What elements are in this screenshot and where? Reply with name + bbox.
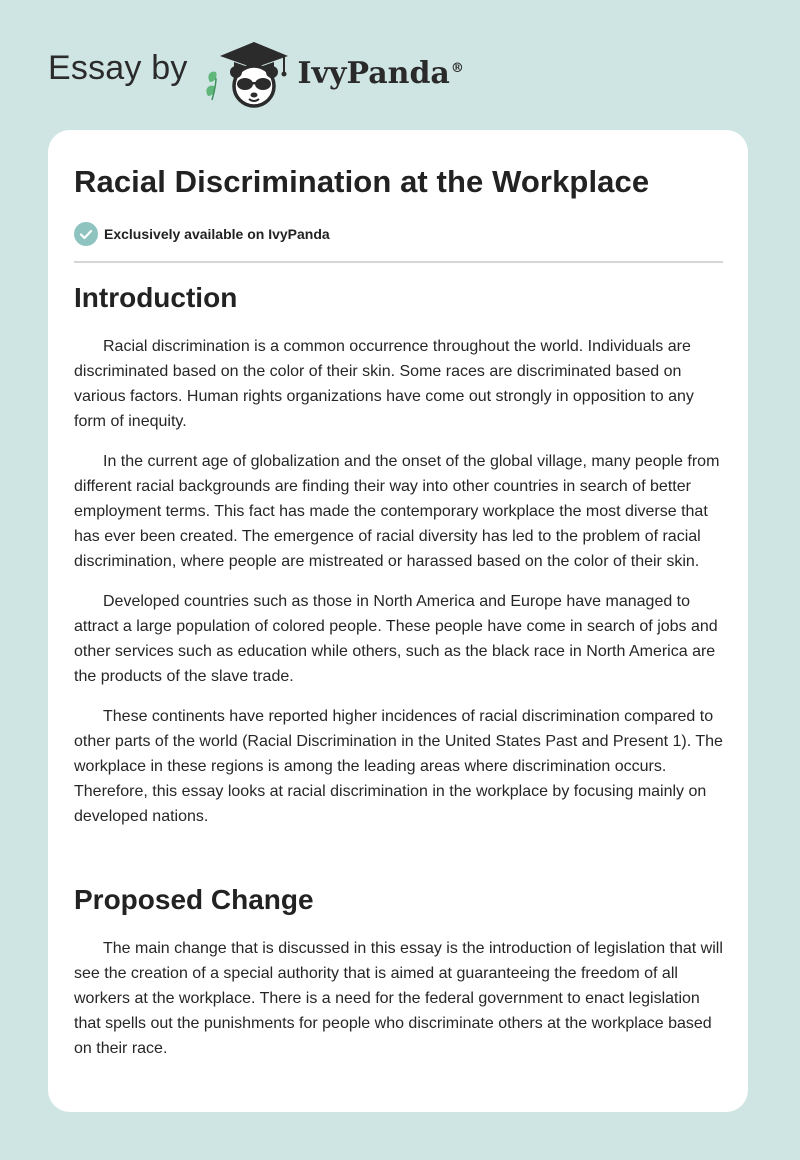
- check-circle-icon: [74, 222, 98, 246]
- exclusive-badge-text: Exclusively available on IvyPanda: [104, 226, 330, 242]
- section-heading: Proposed Change: [74, 884, 314, 915]
- brand-name-text: IvyPanda: [297, 55, 450, 91]
- essay-card: [48, 130, 748, 1112]
- brand-name[interactable]: [298, 56, 464, 91]
- section-proposed-change: [74, 884, 724, 1076]
- title-divider: [74, 261, 723, 263]
- panda-graduate-logo-icon[interactable]: [204, 34, 294, 110]
- paragraph: The main change that is discussed in this essay is the introduction of legislation that will see the creation of a special authority that is aimed at guaranteeing the freedom of all workers at the workplace. There is a need for the federal government to enact legislation that spells out the punishments for people who discriminate others at the workplace based on their race.: [74, 940, 723, 1057]
- paragraph: Developed countries such as those in North America and Europe have managed to attract a large population of colored people. These people have come in search of jobs and other services such as education while others, such as the black race in North America are the products of the slave trade.: [74, 593, 718, 685]
- registered-mark: ®: [450, 60, 464, 76]
- paragraph: Racial discrimination is a common occurrence throughout the world. Individuals are discriminated based on the color of their skin. Some races are discriminated based on various factors. Human rights organizations have come out strongly in opposition to any form of inequity.: [74, 338, 694, 430]
- brand-header: [48, 34, 464, 110]
- ivy-leaf-icon: [206, 72, 216, 100]
- section-heading: Introduction: [74, 282, 238, 313]
- paragraph: These continents have reported higher incidences of racial discrimination compared to other parts of the world (Racial Discrimination in the United States Past and Present 1). The workplace in these regions is among the leading areas where discrimination occurs. Therefore, this essay looks at racial discrimination in the workplace by focusing mainly on developed nations.: [74, 708, 723, 825]
- page-title: Racial Discrimination at the Workplace: [74, 164, 650, 199]
- brand-prefix: Essay by: [48, 48, 188, 87]
- exclusive-badge: [74, 222, 330, 246]
- section-introduction: [74, 282, 724, 844]
- paragraph: In the current age of globalization and the onset of the global village, many people from different racial backgrounds are finding their way into other countries in search of better employment terms. This fact has made the contemporary workplace the most diverse that has ever been created. The emergence of racial diversity has led to the problem of racial discrimination, where people are mistreated or harassed based on the color of their skin.: [74, 453, 720, 570]
